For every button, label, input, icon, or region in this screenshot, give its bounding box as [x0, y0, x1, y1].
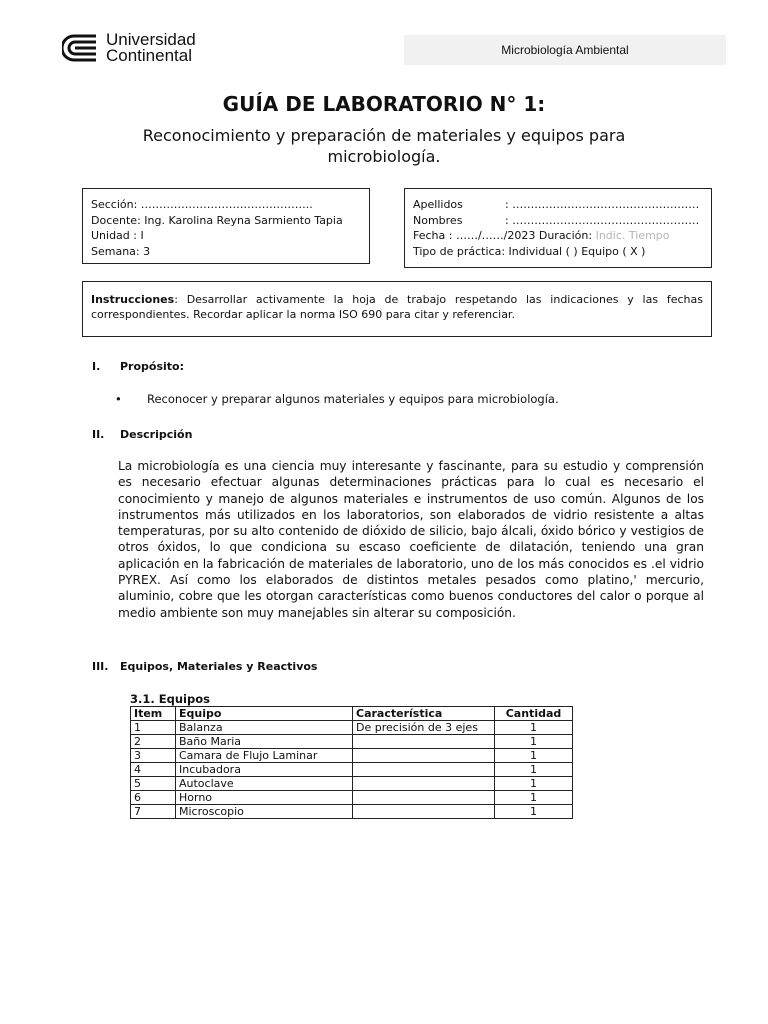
docente-field: Docente: Ing. Karolina Reyna Sarmiento Tapia	[91, 213, 343, 227]
table-row	[131, 763, 573, 777]
course-name: Microbiología Ambiental	[404, 35, 726, 65]
bullet-icon: •	[115, 392, 122, 406]
equipo-cell: Camara de Flujo Laminar	[176, 749, 353, 763]
cantidad-cell: 1	[495, 735, 573, 749]
description-paragraph: La microbiología es una ciencia muy interesante y fascinante, para su estudio y comprensión es necesario efectuar algunas determinaciones prácticas para lo cual es necesario el conocimiento y manejo de algunos materiales e instrumentos de uso común. Algunos de los instrumentos más utilizados en los laboratorios, son elaborados de vidrio resistente a altas temperaturas, por su alto contenido de dióxido de silicio, bajo álcali, óxido bórico y vestigios de otros óxidos, lo que condiciona su escaso coeficiente de dilatación, teniendo una gran aplicación en la fabricación de materiales de laboratorio, uno de los más conocidos es .el vidrio PYREX. Así como los elaborados de distintos metales pesados como platino,' mercurio, aluminio, cobre que les otorgan características como buenos conductores del calor o porque al medio ambiente son muy manejables sin alterar su composición.	[118, 459, 704, 620]
equipos-table	[130, 706, 573, 819]
instructions-text: : Desarrollar activamente la hoja de trabajo respetando las indicaciones y las fechas correspondientes. Recordar aplicar la norma ISO 690 para citar y referenciar.	[91, 293, 703, 321]
caracteristica-cell	[353, 791, 495, 805]
cantidad-cell: 1	[495, 777, 573, 791]
item-cell: 4	[131, 763, 176, 777]
logo-text-line2: Continental	[106, 46, 193, 65]
cantidad-cell: 1	[495, 721, 573, 735]
caracteristica-cell	[353, 749, 495, 763]
course-info-box	[82, 188, 370, 264]
table-header-row	[131, 707, 573, 721]
table-row	[131, 721, 573, 735]
seccion-field: Sección: ………………………………………..	[91, 198, 313, 211]
table-row	[131, 791, 573, 805]
page-title: GUÍA DE LABORATORIO N° 1:	[222, 92, 546, 116]
equipos-table-title: 3.1. Equipos	[130, 692, 210, 706]
cantidad-cell: 1	[495, 805, 573, 819]
caracteristica-cell	[353, 777, 495, 791]
caracteristica-cell	[353, 763, 495, 777]
student-info-box	[404, 188, 712, 268]
caracteristica-cell	[353, 805, 495, 819]
duracion-placeholder: Indic. Tiempo	[595, 229, 670, 242]
table-row	[131, 735, 573, 749]
equipo-cell: Baño Maria	[176, 735, 353, 749]
instructions-label: Instrucciones	[91, 293, 175, 306]
instructions-box	[82, 281, 712, 337]
table-row	[131, 749, 573, 763]
semana-field: Semana: 3	[91, 244, 151, 258]
apellidos-field: : ……………………………………………	[505, 198, 700, 211]
item-cell: 1	[131, 721, 176, 735]
nombres-label: Nombres	[413, 213, 463, 227]
caracteristica-cell	[353, 735, 495, 749]
purpose-list-item: • Reconocer y preparar algunos materiales y equipos para microbiología.	[115, 392, 559, 406]
header-caracteristica: Característica	[353, 707, 495, 721]
page-subtitle: Reconocimiento y preparación de materiales y equipos para microbiología.	[142, 126, 626, 166]
unidad-field: Unidad : I	[91, 229, 144, 242]
equipo-cell: Incubadora	[176, 763, 353, 777]
apellidos-label: Apellidos	[413, 198, 463, 211]
equipo-cell: Autoclave	[176, 777, 353, 791]
equipo-cell: Balanza	[176, 721, 353, 735]
logo-mark-icon	[62, 33, 98, 63]
logo-text-line1: Universidad	[106, 30, 196, 49]
header-equipo: Equipo	[176, 707, 353, 721]
table-row	[131, 805, 573, 819]
section-proposito-heading: I. Propósito:	[92, 360, 185, 373]
cantidad-cell: 1	[495, 763, 573, 777]
item-cell: 6	[131, 791, 176, 805]
equipo-cell: Microscopio	[176, 805, 353, 819]
item-cell: 7	[131, 805, 176, 819]
nombres-field: : ……………………………………………	[505, 213, 700, 227]
section-equipos-heading: III. Equipos, Materiales y Reactivos	[92, 660, 318, 673]
section-descripcion-heading: II. Descripción	[92, 428, 193, 441]
cantidad-cell: 1	[495, 791, 573, 805]
caracteristica-cell: De precisión de 3 ejes	[353, 721, 495, 735]
cantidad-cell: 1	[495, 749, 573, 763]
equipo-cell: Horno	[176, 791, 353, 805]
header-item: Item	[131, 707, 176, 721]
item-cell: 5	[131, 777, 176, 791]
item-cell: 2	[131, 735, 176, 749]
header-cantidad: Cantidad	[495, 707, 573, 721]
tipo-practica-field: Tipo de práctica: Individual ( ) Equipo ( X )	[413, 244, 646, 258]
table-row	[131, 777, 573, 791]
fecha-field: Fecha : ……/……/2023 Duración:	[413, 229, 593, 242]
university-logo	[62, 32, 196, 64]
item-cell: 3	[131, 749, 176, 763]
